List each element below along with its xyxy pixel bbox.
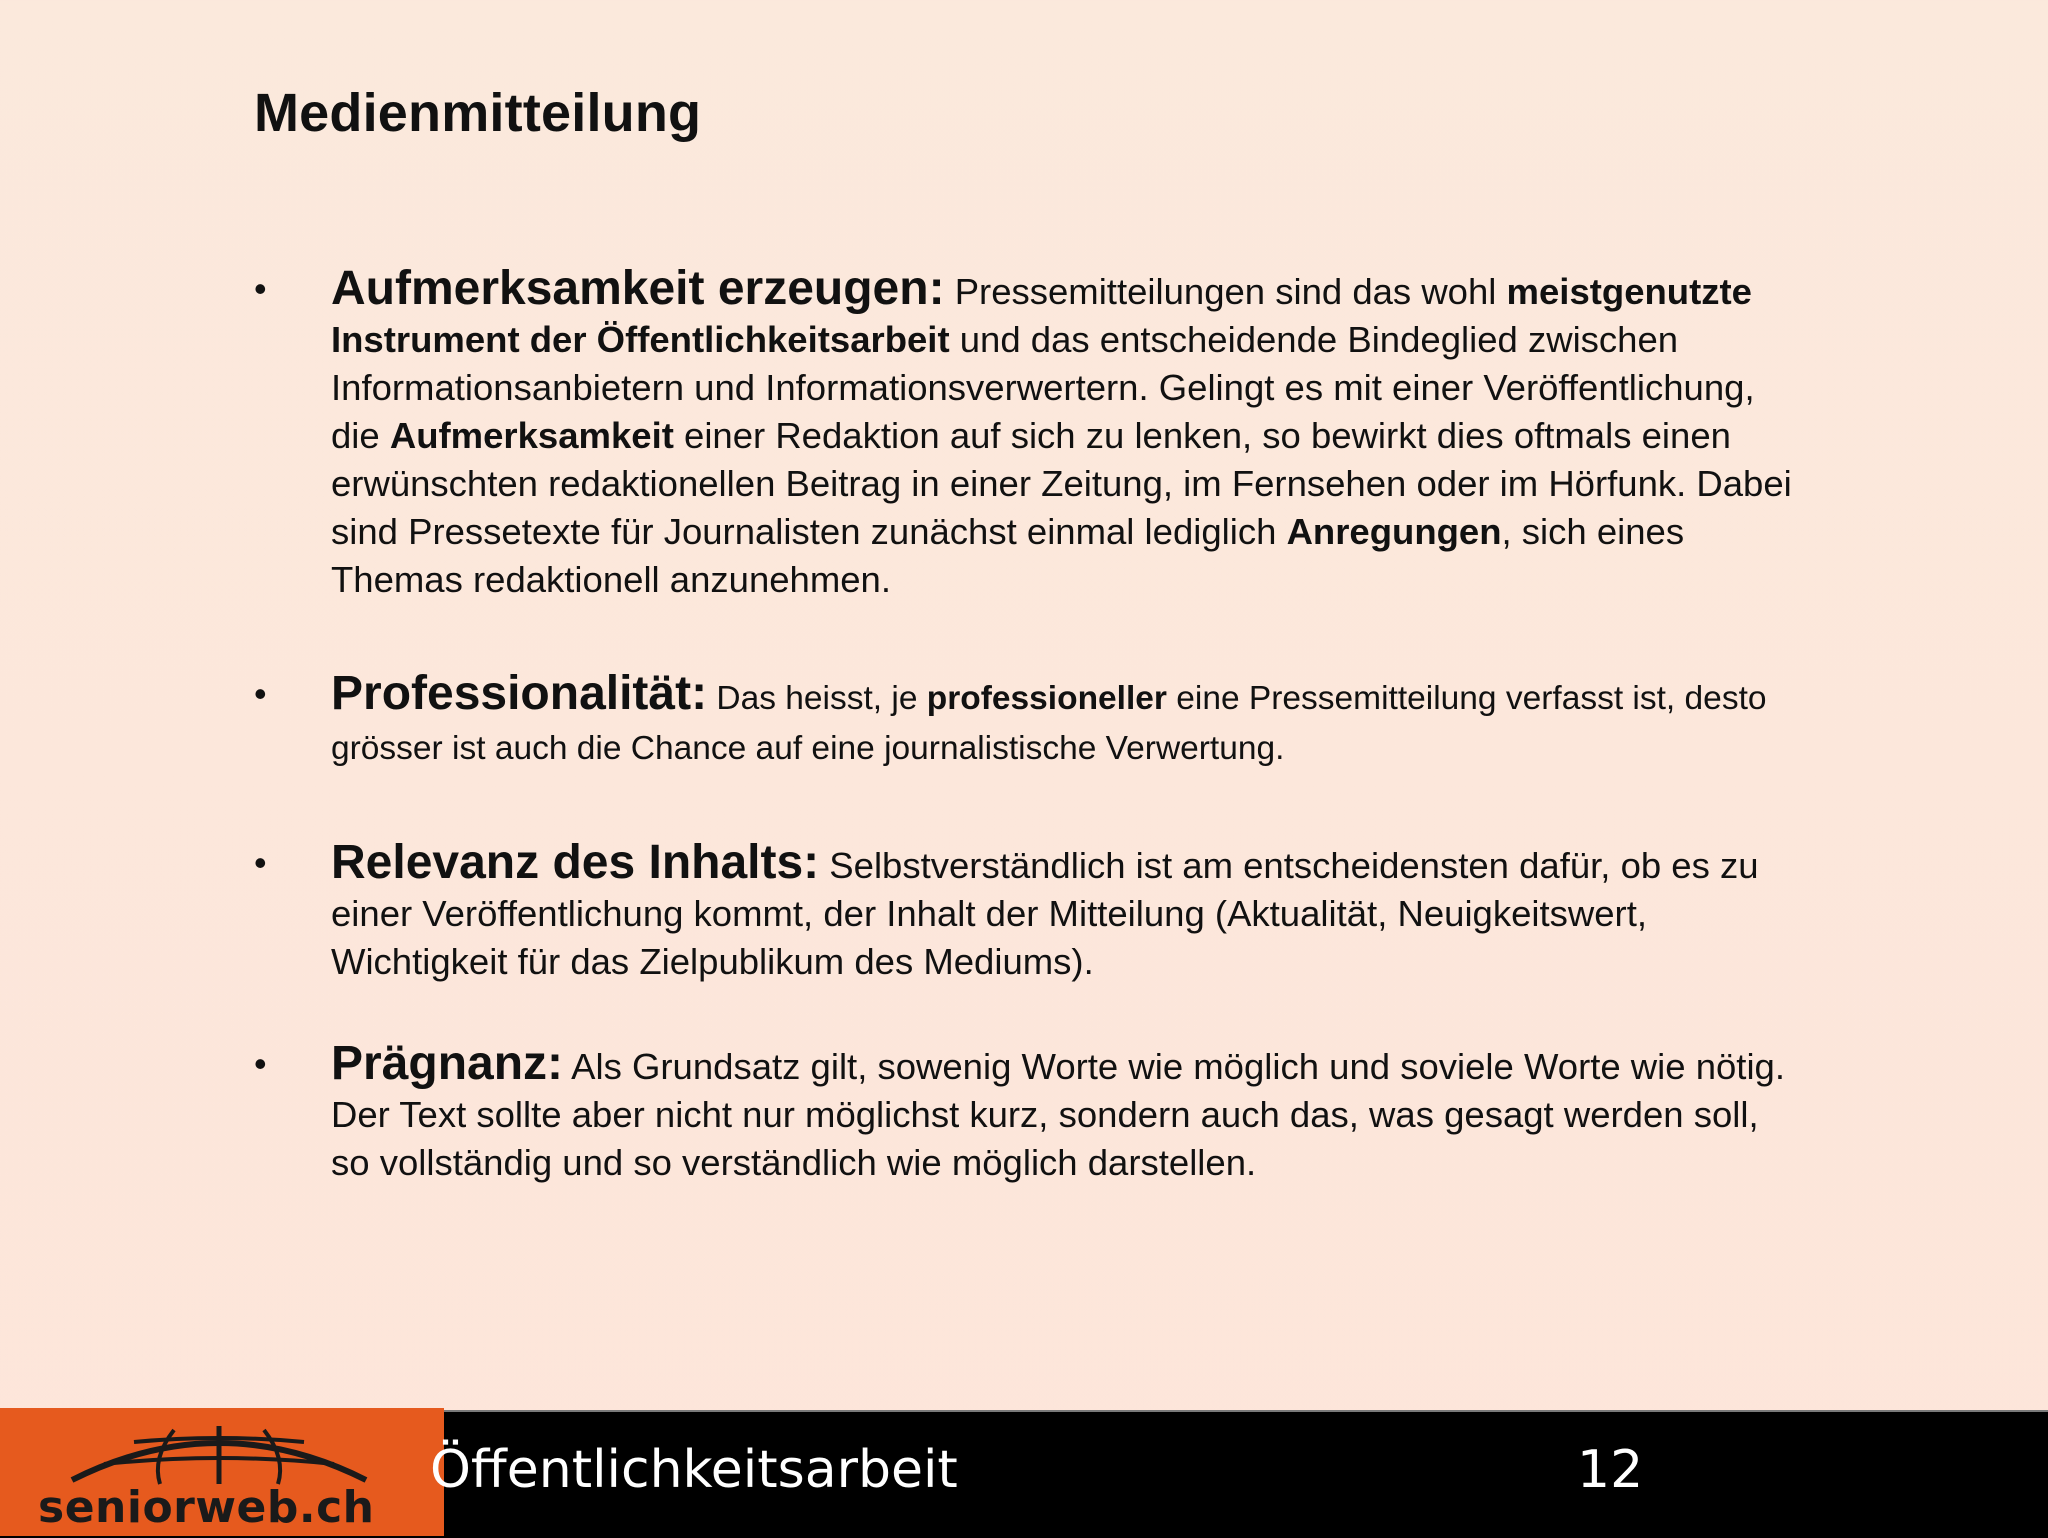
- bullet-text-bold: Anregungen: [1286, 511, 1502, 552]
- bullet-list: [254, 262, 1794, 1187]
- bullet-text-bold: Aufmerksamkeit: [389, 415, 674, 456]
- bullet-text: , sich eines Themas redaktionell anzunehmen.: [331, 511, 1685, 600]
- page-number: 12: [1577, 1440, 1644, 1500]
- bullet-heading: Prägnanz:: [331, 1037, 564, 1090]
- bullet-item: [254, 262, 1794, 604]
- bullet-heading: Relevanz des Inhalts:: [331, 836, 820, 889]
- bullet-text: eine Pressemitteilung verfasst ist, desto grösser ist auch die Chance auf eine journalistische Verwertung.: [331, 680, 1767, 767]
- bullet-heading: Professionalität:: [331, 667, 708, 720]
- bullet-heading: Aufmerksamkeit erzeugen:: [331, 262, 945, 315]
- bullet-marker: •: [254, 268, 267, 309]
- bullet-item: [254, 667, 1794, 773]
- bullet-marker: •: [254, 842, 267, 883]
- bullet-text: Selbstverständlich ist am entscheidensten dafür, ob es zu einer Veröffentlichung kommt, der Inhalt der Mitteilung (Aktualität, Neuigkeitswert, Wichtigkeit für das Zielpublikum des Mediums).: [331, 845, 1759, 982]
- bullet-text: Als Grundsatz gilt, sowenig Worte wie möglich und soviele Worte wie nötig. Der Text sollte aber nicht nur möglichst kurz, sondern auch das, was gesagt werden soll, so vollständig und so verständlich wie möglich darstellen.: [331, 1046, 1785, 1183]
- bullet-text-bold: meistgenutzte Instrument der Öffentlichkeitsarbeit: [331, 271, 1752, 360]
- bullet-text: einer Redaktion auf sich zu lenken, so bewirkt dies oftmals einen erwünschten redaktionellen Beitrag in einer Zeitung, im Fernsehen oder im Hörfunk. Dabei sind Pressetexte für Journalisten zunächst einmal lediglich: [331, 415, 1792, 552]
- bullet-text-bold: professioneller: [926, 680, 1167, 717]
- bullet-text: Pressemitteilungen sind das wohl: [944, 271, 1507, 312]
- slide-title: Medienmitteilung: [254, 83, 702, 143]
- footer-title: Öffentlichkeitsarbeit: [430, 1440, 958, 1500]
- bullet-text: Das heisst, je: [707, 680, 927, 717]
- seniorweb-logo: [0, 1408, 444, 1536]
- bullet-text: und das entscheidende Bindeglied zwischen Informationsanbietern und Informationsverwertern. Gelingt es mit einer Veröffentlichung, die: [331, 319, 1755, 456]
- bullet-marker: •: [254, 673, 267, 714]
- bullet-item: [254, 836, 1794, 986]
- logo-text: seniorweb.ch: [38, 1482, 375, 1533]
- bullet-item: [254, 1037, 1794, 1187]
- bullet-marker: •: [254, 1043, 267, 1084]
